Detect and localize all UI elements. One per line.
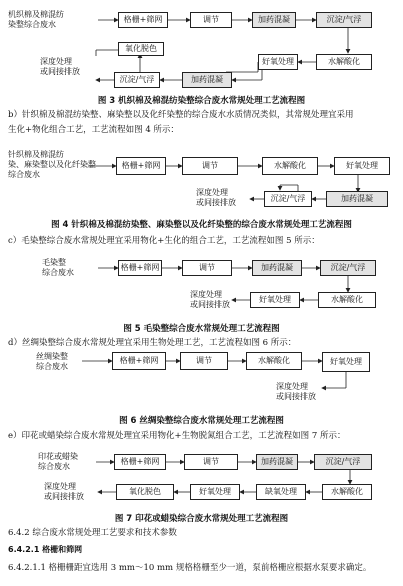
fig7-input-line2: 综合废水 <box>38 462 70 471</box>
fig5-out-line2: 或间接排放 <box>190 300 230 309</box>
para-b-line1: b）针织棉及棉混纺染整、麻染整以及化纤染整的综合废水水质情况类似，其常规处理宜采用 <box>8 110 354 120</box>
fig5-input-line1: 毛染整 <box>42 258 66 267</box>
fig3-box-dosing-coag: 加药混凝 <box>252 12 296 28</box>
fig4-input-line2: 染、麻染整以及化纤染整 <box>8 160 96 169</box>
fig5-box-hydrolysis: 水解酸化 <box>318 292 376 308</box>
fig3-box-aerobic: 好氧处理 <box>258 54 298 70</box>
fig4-box-dosing: 加药混凝 <box>326 191 388 207</box>
fig7-box-adjust: 调节 <box>184 454 238 470</box>
fig7-input-line1: 印花或蜡染 <box>38 452 78 461</box>
fig6-box-adjust: 调节 <box>180 352 228 370</box>
fig4-input-line3: 综合废水 <box>8 170 40 179</box>
fig7-caption: 图 7 印花或蜡染综合废水常规处理工艺流程图 <box>114 514 289 524</box>
fig3-box-adjust: 调节 <box>190 12 232 28</box>
para-b-line2: 生化+物化组合工艺，工艺流程如图 4 所示： <box>8 125 179 135</box>
fig7-box-aerobic: 好氧处理 <box>190 484 240 500</box>
fig3-box-settle2: 沉淀/气浮 <box>114 72 160 88</box>
fig5-box-dosing: 加药混凝 <box>252 260 302 276</box>
fig4-input-line1: 针织棉及棉混纺 <box>8 150 64 159</box>
fig7-box-settle: 沉淀/气浮 <box>314 454 372 470</box>
fig5-input-line2: 综合废水 <box>42 268 74 277</box>
fig3-box-grille: 格栅+筛网 <box>118 12 168 28</box>
fig5-box-adjust: 调节 <box>182 260 232 276</box>
fig7-out-line1: 深度处理 <box>44 482 76 491</box>
fig4-caption: 图 4 针织棉及棉混纺染整、麻染整以及化纤染整的综合废水常规处理工艺流程图 <box>51 220 352 230</box>
section-6-4-2: 6.4.2 综合废水常规处理工艺要求和技术参数 <box>8 528 177 538</box>
fig6-out-line1: 深度处理 <box>276 382 308 391</box>
fig6-box-grille: 格栅+筛网 <box>112 352 166 370</box>
fig6-input-line2: 综合废水 <box>36 362 68 371</box>
fig4-box-hydrolysis: 水解酸化 <box>262 157 318 175</box>
fig4-out-line1: 深度处理 <box>196 188 228 197</box>
fig7-box-dosing: 加药混凝 <box>256 454 298 470</box>
fig7-box-anoxic: 缺氧处理 <box>256 484 306 500</box>
fig3-box-oxid: 氧化脱色 <box>118 42 164 56</box>
fig6-caption: 图 6 丝绸染整综合废水常规处理工艺流程图 <box>119 416 284 426</box>
fig7-box-grille: 格栅+筛网 <box>114 454 166 470</box>
fig3-box-dosing2: 加药混凝 <box>182 72 232 88</box>
fig4-out-line2: 或间接排放 <box>196 198 236 207</box>
fig4-box-aerobic: 好氧处理 <box>334 157 390 175</box>
fig3-input-line1: 机织棉及棉混纺 <box>8 10 64 19</box>
fig5-box-settle: 沉淀/气浮 <box>320 260 376 276</box>
fig4-box-settle: 沉淀/气浮 <box>264 191 312 207</box>
fig3-out-line1: 深度处理 <box>40 57 72 66</box>
fig3-box-hydrolysis: 水解酸化 <box>316 54 372 70</box>
fig6-box-aerobic: 好氧处理 <box>322 352 370 372</box>
para-e-line1: e）印花或蜡染综合废水常规处理宜采用物化+生物脱氮组合工艺，工艺流程如图 7 所示： <box>8 431 346 441</box>
fig3-box-settle: 沉淀/气浮 <box>316 12 372 28</box>
fig6-input-line1: 丝绸染整 <box>36 352 68 361</box>
fig7-out-line2: 或间接排放 <box>44 492 84 501</box>
fig7-box-hydrolysis: 水解酸化 <box>322 484 372 500</box>
para-d-line1: d）丝绸染整综合废水常规处理宜采用生物处理工艺，工艺流程如图 6 所示： <box>8 338 297 348</box>
section-6-4-2-1: 6.4.2.1 格栅和筛网 <box>8 545 83 554</box>
fig6-out-line2: 或间接排放 <box>276 392 316 401</box>
fig4-box-grille: 格栅+筛网 <box>116 157 166 175</box>
fig5-out-line1: 深度处理 <box>190 290 222 299</box>
fig6-box-hydrolysis: 水解酸化 <box>246 352 302 370</box>
section-6-4-2-1-1: 6.4.2.1.1 格栅栅距宜选用 3 mm～10 mm 规格格栅至少一道，泵前格栅应根据水泵要求确定。 <box>8 563 372 573</box>
fig4-box-adjust: 调节 <box>182 157 238 175</box>
fig3-input-line2: 染整综合废水 <box>8 20 56 29</box>
fig5-caption: 图 5 毛染整综合废水常规处理工艺流程图 <box>123 324 280 334</box>
fig7-box-oxid: 氧化脱色 <box>116 484 174 500</box>
fig5-box-grille: 格栅+筛网 <box>118 260 162 276</box>
para-c-line1: c）毛染整综合废水常规处理宜采用物化+生化的组合工艺，工艺流程如图 5 所示： <box>8 236 320 246</box>
fig3-caption: 图 3 机织棉及棉混纺染整综合废水常规处理工艺流程图 <box>97 96 306 106</box>
fig3-out-line2: 或间接排放 <box>40 67 80 76</box>
fig5-box-aerobic: 好氧处理 <box>250 292 300 308</box>
